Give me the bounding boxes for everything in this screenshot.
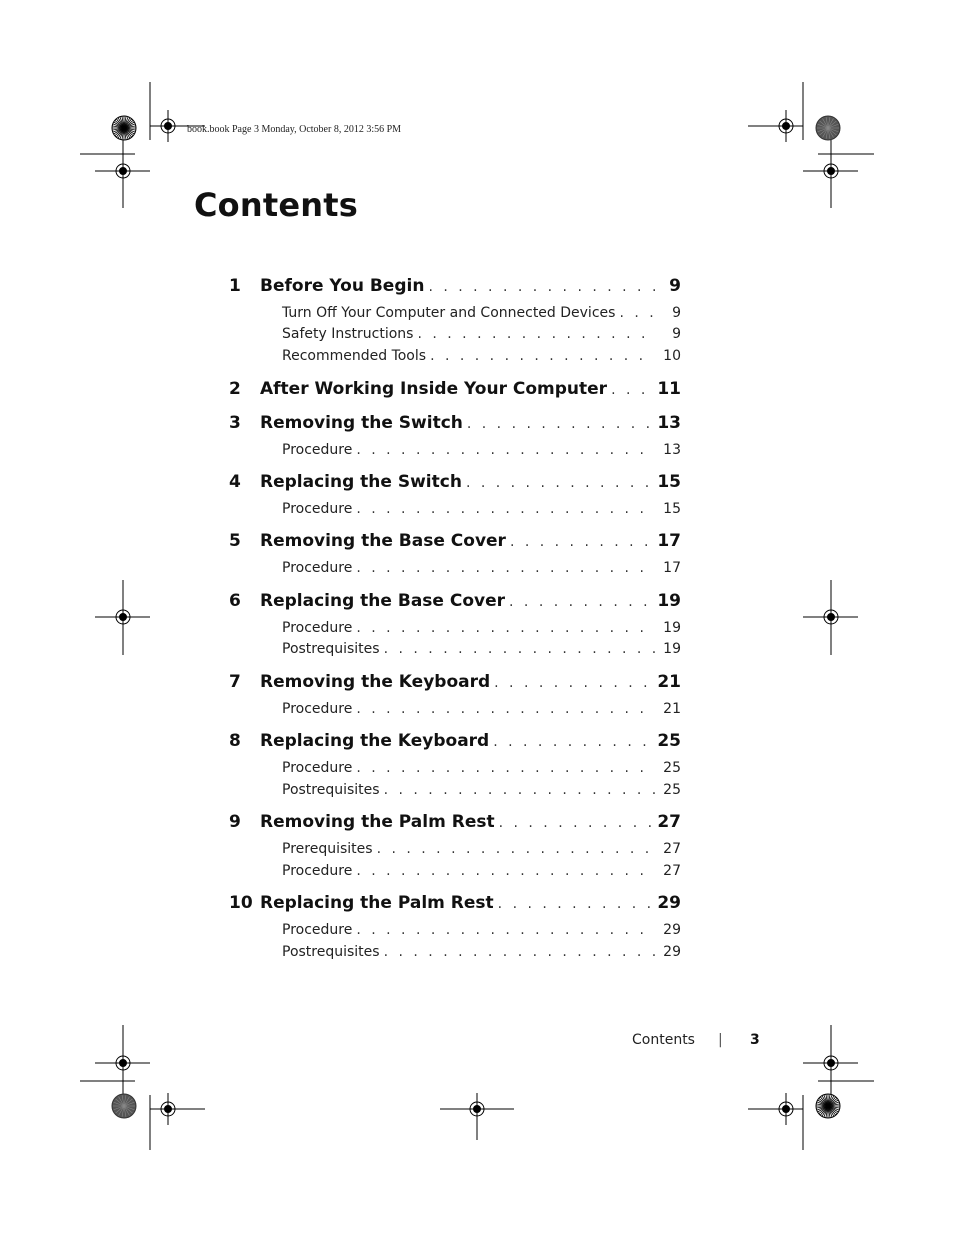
section-title: Safety Instructions <box>282 326 414 342</box>
chapter-number: 4 <box>229 472 241 492</box>
chapter-number: 2 <box>229 379 241 399</box>
toc-page-number: 9 <box>672 305 681 321</box>
dot-leader <box>384 944 655 960</box>
section-title: Prerequisites <box>282 841 373 857</box>
chapter-number: 1 <box>229 276 241 296</box>
toc-page-number: 17 <box>657 531 681 551</box>
toc-page-number: 11 <box>657 379 681 399</box>
toc-page-number: 9 <box>669 276 681 296</box>
toc-page-number: 21 <box>663 701 681 717</box>
toc-page-number: 29 <box>663 922 681 938</box>
section-title: Procedure <box>282 560 353 576</box>
chapter-number: 9 <box>229 812 241 832</box>
section-title: Procedure <box>282 922 353 938</box>
chapter-title: Replacing the Base Cover <box>260 591 506 611</box>
chapter-title: Before You Begin <box>260 276 425 296</box>
toc-section-row[interactable] <box>229 944 681 960</box>
dot-leader <box>356 701 655 717</box>
chapter-number: 10 <box>229 893 253 913</box>
chapter-title: Removing the Base Cover <box>260 531 506 551</box>
toc-chapter-row[interactable] <box>229 472 681 492</box>
toc-page-number: 27 <box>663 841 681 857</box>
dot-leader <box>494 675 653 691</box>
section-title: Turn Off Your Computer and Connected Devices <box>282 305 616 321</box>
registration-dot <box>828 168 835 175</box>
toc-page-number: 13 <box>657 413 681 433</box>
registration-dot <box>828 1060 835 1067</box>
toc-section-row[interactable] <box>229 863 681 879</box>
chapter-number: 8 <box>229 731 241 751</box>
toc-page-number: 25 <box>663 782 681 798</box>
toc-section-row[interactable] <box>229 501 681 517</box>
chapter-number: 5 <box>229 531 241 551</box>
registration-dot <box>120 168 127 175</box>
toc-page-number: 27 <box>663 863 681 879</box>
toc-section-row[interactable] <box>229 442 681 458</box>
registration-dot <box>120 614 127 621</box>
page-title: Contents <box>194 186 358 224</box>
chapter-title: Replacing the Switch <box>260 472 462 492</box>
dot-leader <box>498 896 654 912</box>
toc-chapter-row[interactable] <box>229 893 681 913</box>
registration-dot <box>828 614 835 621</box>
dot-leader <box>356 760 655 776</box>
print-slug: book.book Page 3 Monday, October 8, 2012 3:56 PM <box>187 124 402 135</box>
toc-page-number: 29 <box>663 944 681 960</box>
toc-section-row[interactable] <box>229 305 681 321</box>
dot-leader <box>611 382 653 398</box>
section-title: Procedure <box>282 863 353 879</box>
registration-dot <box>783 1106 790 1113</box>
dot-leader <box>430 348 655 364</box>
toc-page-number: 19 <box>663 620 681 636</box>
section-title: Recommended Tools <box>282 348 427 364</box>
dot-leader <box>428 279 655 295</box>
toc-page-number: 9 <box>672 326 681 342</box>
dot-leader <box>619 305 655 321</box>
dot-leader <box>356 560 655 576</box>
toc-section-row[interactable] <box>229 620 681 636</box>
page-number: 3 <box>750 1032 760 1048</box>
toc-section-row[interactable] <box>229 841 681 857</box>
chapter-title: Replacing the Palm Rest <box>260 893 494 913</box>
dot-leader <box>356 620 655 636</box>
toc-chapter-row[interactable] <box>229 276 681 296</box>
dot-leader <box>356 922 655 938</box>
section-title: Procedure <box>282 701 353 717</box>
toc-page-number: 13 <box>663 442 681 458</box>
toc-page-number: 25 <box>663 760 681 776</box>
toc-chapter-row[interactable] <box>229 731 681 751</box>
chapter-title: Removing the Keyboard <box>260 672 491 692</box>
toc-page-number: 15 <box>657 472 681 492</box>
toc-section-row[interactable] <box>229 326 681 342</box>
chapter-title: Replacing the Keyboard <box>260 731 490 751</box>
toc-section-row[interactable] <box>229 922 681 938</box>
toc-page-number: 19 <box>663 641 681 657</box>
toc-page-number: 19 <box>657 591 681 611</box>
toc-section-row[interactable] <box>229 348 681 364</box>
footer-label: Contents <box>632 1032 695 1048</box>
dot-leader <box>417 326 655 342</box>
chapter-number: 7 <box>229 672 241 692</box>
dot-leader <box>467 416 653 432</box>
dot-leader <box>356 863 655 879</box>
section-title: Procedure <box>282 760 353 776</box>
chapter-title: Removing the Switch <box>260 413 463 433</box>
dot-leader <box>356 501 655 517</box>
dot-leader <box>466 475 653 491</box>
page-footer <box>632 1032 760 1048</box>
registration-dot <box>120 1060 127 1067</box>
dot-leader <box>499 815 654 831</box>
section-title: Postrequisites <box>282 782 380 798</box>
dot-leader <box>377 841 655 857</box>
section-title: Procedure <box>282 620 353 636</box>
toc-chapter-row[interactable] <box>229 413 681 433</box>
toc-section-row[interactable] <box>229 641 681 657</box>
toc-section-row[interactable] <box>229 560 681 576</box>
toc-page-number: 17 <box>663 560 681 576</box>
chapter-title: After Working Inside Your Computer <box>260 379 608 399</box>
section-title: Procedure <box>282 442 353 458</box>
dot-leader <box>384 782 655 798</box>
registration-dot <box>474 1106 481 1113</box>
chapter-number: 3 <box>229 413 241 433</box>
registration-dot <box>783 123 790 130</box>
toc-chapter-row[interactable] <box>229 379 681 399</box>
toc-chapter-row[interactable] <box>229 812 681 832</box>
toc-chapter-row[interactable] <box>229 672 681 692</box>
toc-chapter-row[interactable] <box>229 531 681 551</box>
section-title: Procedure <box>282 501 353 517</box>
toc-page-number: 27 <box>657 812 681 832</box>
registration-dot <box>165 1106 172 1113</box>
chapter-title: Removing the Palm Rest <box>260 812 495 832</box>
chapter-number: 6 <box>229 591 241 611</box>
footer-separator: | <box>718 1032 723 1048</box>
section-title: Postrequisites <box>282 641 380 657</box>
dot-leader <box>356 442 655 458</box>
toc-page-number: 25 <box>657 731 681 751</box>
toc-section-row[interactable] <box>229 701 681 717</box>
toc-section-row[interactable] <box>229 760 681 776</box>
dot-leader <box>384 641 655 657</box>
section-title: Postrequisites <box>282 944 380 960</box>
toc-section-row[interactable] <box>229 782 681 798</box>
registration-dot <box>165 123 172 130</box>
toc-page-number: 15 <box>663 501 681 517</box>
dot-leader <box>509 594 653 610</box>
dot-leader <box>510 534 653 550</box>
toc-page-number: 21 <box>657 672 681 692</box>
toc-page-number: 10 <box>663 348 681 364</box>
toc-chapter-row[interactable] <box>229 591 681 611</box>
dot-leader <box>493 734 653 750</box>
toc-page-number: 29 <box>657 893 681 913</box>
